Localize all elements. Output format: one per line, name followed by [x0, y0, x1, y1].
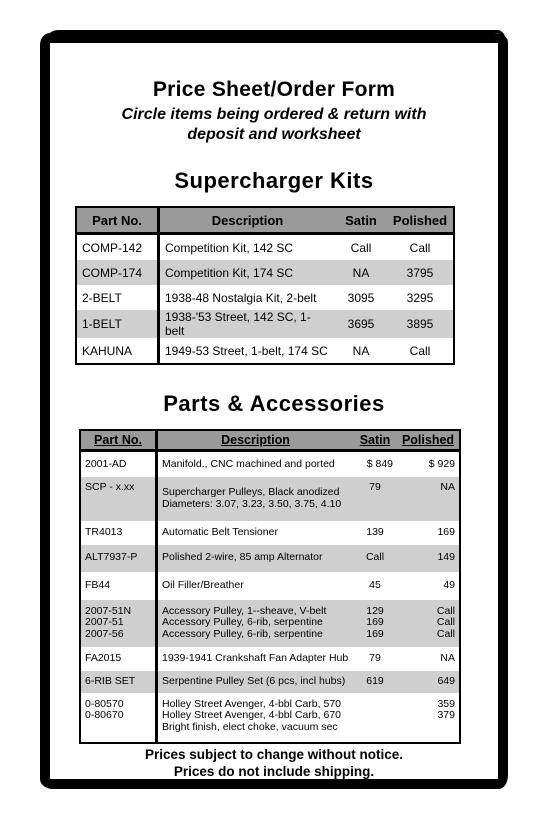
part-number: 2001-AD [80, 451, 157, 477]
satin-price: Call [353, 545, 397, 572]
parts-section-title: Parts & Accessories [163, 391, 385, 416]
part-number: FA2015 [80, 647, 157, 671]
satin-price [353, 693, 397, 743]
kits-table [75, 206, 455, 365]
table-row [80, 477, 460, 521]
polished-price: 3895 [387, 310, 454, 338]
polished-price: Call [409, 343, 431, 358]
polished-price: $ 929 [428, 457, 455, 470]
table-row [80, 521, 460, 545]
table-row [80, 572, 460, 600]
table-row [80, 451, 460, 477]
polished-price: NA [440, 651, 455, 664]
kits-col-polished: Polished [387, 207, 454, 234]
satin-price: NA [335, 260, 387, 285]
kits-col-part: Part No. [76, 207, 159, 234]
satin-price: 3095 [347, 290, 375, 305]
polished-price: 3295 [406, 290, 434, 305]
kits-col-description: Description [159, 207, 336, 234]
page-title: Price Sheet/Order Form [152, 78, 396, 101]
description: Accessory Pulley, 1--sheave, V-belt Accessory Pulley, 6-rib, serpentine Accessory Pulley, 6-rib, serpentine [157, 600, 354, 647]
subtitle-line-2: deposit and worksheet [187, 126, 361, 143]
description: Serpentine Pulley Set (6 pcs, incl hubs) [157, 671, 354, 693]
polished-price: Call Call Call [397, 600, 460, 647]
part-number: SCP - x.xx [80, 477, 157, 521]
description: 1938-'53 Street, 142 SC, 1-belt [159, 310, 336, 338]
table-row [80, 647, 460, 671]
part-number: 1-BELT [76, 310, 159, 338]
page-subtitle [50, 105, 498, 145]
table-row [76, 285, 454, 310]
polished-price: 169 [437, 525, 455, 538]
table-row [76, 338, 454, 364]
satin-price: 45 [369, 578, 381, 591]
parts-table [79, 429, 461, 744]
table-row [80, 600, 460, 647]
polished-price: 3795 [387, 260, 454, 285]
kits-section-title: Supercharger Kits [174, 168, 374, 193]
satin-price: 619 [353, 671, 397, 693]
footer-note [50, 746, 498, 780]
satin-price: Call [350, 240, 372, 255]
table-row [76, 260, 454, 285]
part-number: 6-RIB SET [80, 671, 157, 693]
table-row [80, 545, 460, 572]
parts-col-part: Part No. [80, 430, 157, 451]
satin-price: $ 849 [366, 457, 393, 470]
table-row [76, 310, 454, 338]
footer-line-1: Prices subject to change without notice. [144, 747, 404, 762]
polished-price: Call [409, 240, 431, 255]
polished-price: NA [397, 477, 460, 521]
part-number: COMP-174 [76, 260, 159, 285]
description: Oil Filler/Breather [162, 578, 244, 591]
description: Polished 2-wire, 85 amp Alternator [157, 545, 354, 572]
footer-line-2: Prices do not include shipping. [173, 764, 375, 779]
parts-col-satin: Satin [353, 430, 397, 451]
description: Competition Kit, 174 SC [159, 260, 336, 285]
polished-price: 649 [397, 671, 460, 693]
satin-price: 79 [369, 651, 381, 664]
part-number: 0-80570 0-80670 [80, 693, 157, 743]
part-number: 2-BELT [76, 285, 159, 310]
parts-col-polished: Polished [397, 430, 460, 451]
satin-price: 139 [366, 525, 384, 538]
polished-price: 49 [443, 578, 455, 591]
polished-price: 359 379 [437, 697, 455, 721]
description: Supercharger Pulleys, Black anodized Diameters: 3.07, 3.23, 3.50, 3.75, 4.10 [157, 477, 354, 521]
table-row [76, 234, 454, 261]
satin-price: 129 169 169 [353, 600, 397, 647]
part-number: ALT7937-P [80, 545, 157, 572]
subtitle-line-1: Circle items being ordered & return with [121, 106, 427, 123]
polished-price: 149 [397, 545, 460, 572]
description: Holley Street Avenger, 4-bbl Carb, 570 Holley Street Avenger, 4-bbl Carb, 670 Bright finish, elect choke, vacuum sec [162, 697, 341, 733]
description: Manifold., CNC machined and ported [162, 457, 335, 470]
part-number: TR4013 [80, 521, 157, 545]
description: 1938-48 Nostalgia Kit, 2-belt [165, 290, 317, 305]
kits-header-row [76, 207, 454, 234]
satin-price: 3695 [335, 310, 387, 338]
parts-col-description: Description [157, 430, 354, 451]
table-row [80, 671, 460, 693]
description: Automatic Belt Tensioner [162, 525, 278, 538]
table-row [80, 693, 460, 743]
parts-header-row [80, 430, 460, 451]
satin-price: NA [352, 343, 370, 358]
part-number: 2007-51N 2007-51 2007-56 [80, 600, 157, 647]
description: Competition Kit, 142 SC [165, 240, 294, 255]
part-number: KAHUNA [76, 338, 159, 364]
description: 1949-53 Street, 1-belt, 174 SC [165, 343, 328, 358]
satin-price: 79 [353, 477, 397, 521]
description: 1939-1941 Crankshaft Fan Adapter Hub [162, 651, 349, 664]
kits-col-satin: Satin [335, 207, 387, 234]
part-number: FB44 [80, 572, 157, 600]
part-number: COMP-142 [76, 234, 159, 261]
